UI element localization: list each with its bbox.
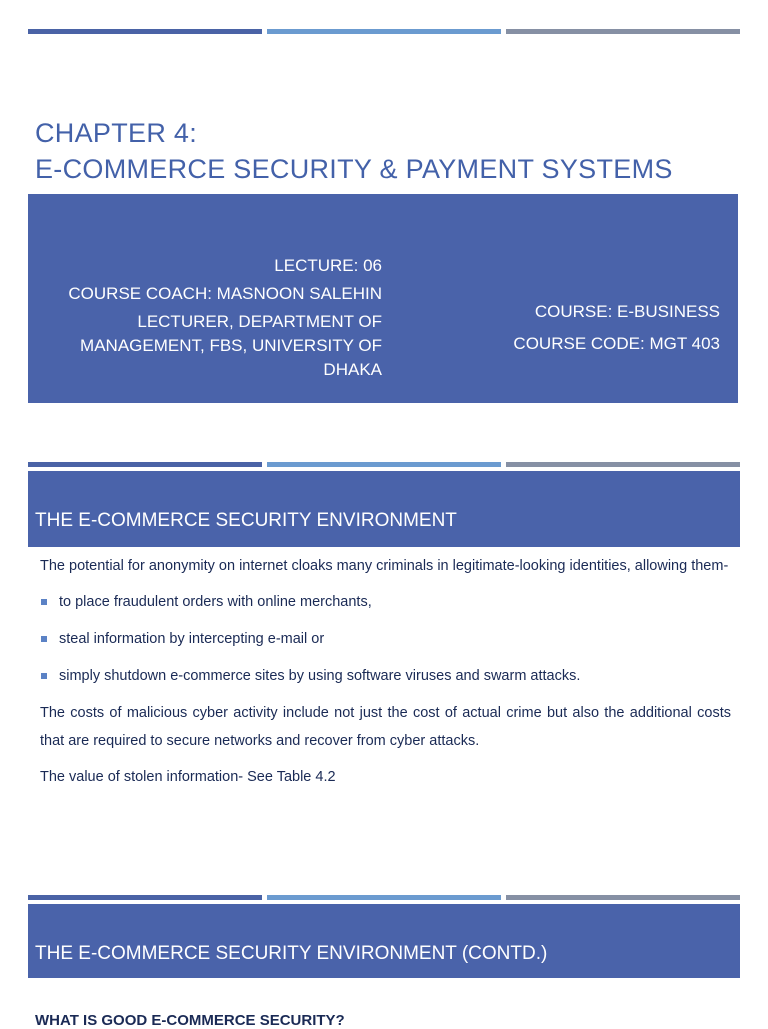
stolen-info-paragraph: The value of stolen information- See Table 4.2 <box>40 769 336 785</box>
list-item <box>40 625 731 653</box>
accent-bar-light <box>267 895 501 900</box>
slide-heading: THE E-COMMERCE SECURITY ENVIRONMENT <box>28 471 740 547</box>
accent-bar-dark <box>28 29 262 34</box>
accent-bar-dark <box>28 462 262 467</box>
course-name: COURSE: E-BUSINESS <box>534 302 720 321</box>
accent-bar-light <box>267 29 501 34</box>
content-slide-contd <box>0 880 768 1029</box>
top-accent-bars <box>28 895 740 900</box>
bullet-square-icon <box>41 599 47 605</box>
slide-body <box>40 552 731 799</box>
course-info-box <box>28 194 738 403</box>
slide-heading: THE E-COMMERCE SECURITY ENVIRONMENT (CONTD.) <box>28 904 740 978</box>
course-details <box>513 300 720 364</box>
chapter-title <box>35 115 735 187</box>
course-coach: COURSE COACH: MASNOON SALEHIN <box>68 284 382 303</box>
title-slide <box>0 0 768 440</box>
bullet-square-icon <box>41 636 47 642</box>
chapter-label: CHAPTER 4: <box>35 118 198 148</box>
sub-heading: WHAT IS GOOD E-COMMERCE SECURITY? <box>35 1012 345 1029</box>
bullet-square-icon <box>41 673 47 679</box>
lecture-details <box>58 254 382 386</box>
chapter-name: E-COMMERCE SECURITY & PAYMENT SYSTEMS <box>35 154 673 184</box>
top-accent-bars <box>28 29 740 34</box>
lecture-number: LECTURE: 06 <box>274 256 382 275</box>
bullet-text: to place fraudulent orders with online merchants, <box>59 594 372 610</box>
accent-bar-light <box>267 462 501 467</box>
content-slide <box>0 440 768 880</box>
top-accent-bars <box>28 462 740 467</box>
bullet-text: steal information by intercepting e-mail or <box>59 631 325 647</box>
accent-bar-gray <box>506 462 740 467</box>
list-item <box>40 588 731 616</box>
bullet-text: simply shutdown e-commerce sites by using software viruses and swarm attacks. <box>59 668 581 684</box>
intro-paragraph: The potential for anonymity on internet cloaks many criminals in legitimate-looking identities, allowing them- <box>40 558 729 574</box>
accent-bar-gray <box>506 895 740 900</box>
accent-bar-dark <box>28 895 262 900</box>
accent-bar-gray <box>506 29 740 34</box>
list-item <box>40 662 731 690</box>
course-code: COURSE CODE: MGT 403 <box>513 334 720 353</box>
costs-paragraph: The costs of malicious cyber activity include not just the cost of actual crime but also the additional costs that are required to secure networks and recover from cyber attacks. <box>40 705 731 749</box>
lecturer-affiliation: LECTURER, DEPARTMENT OF MANAGEMENT, FBS, UNIVERSITY OF DHAKA <box>80 312 382 379</box>
